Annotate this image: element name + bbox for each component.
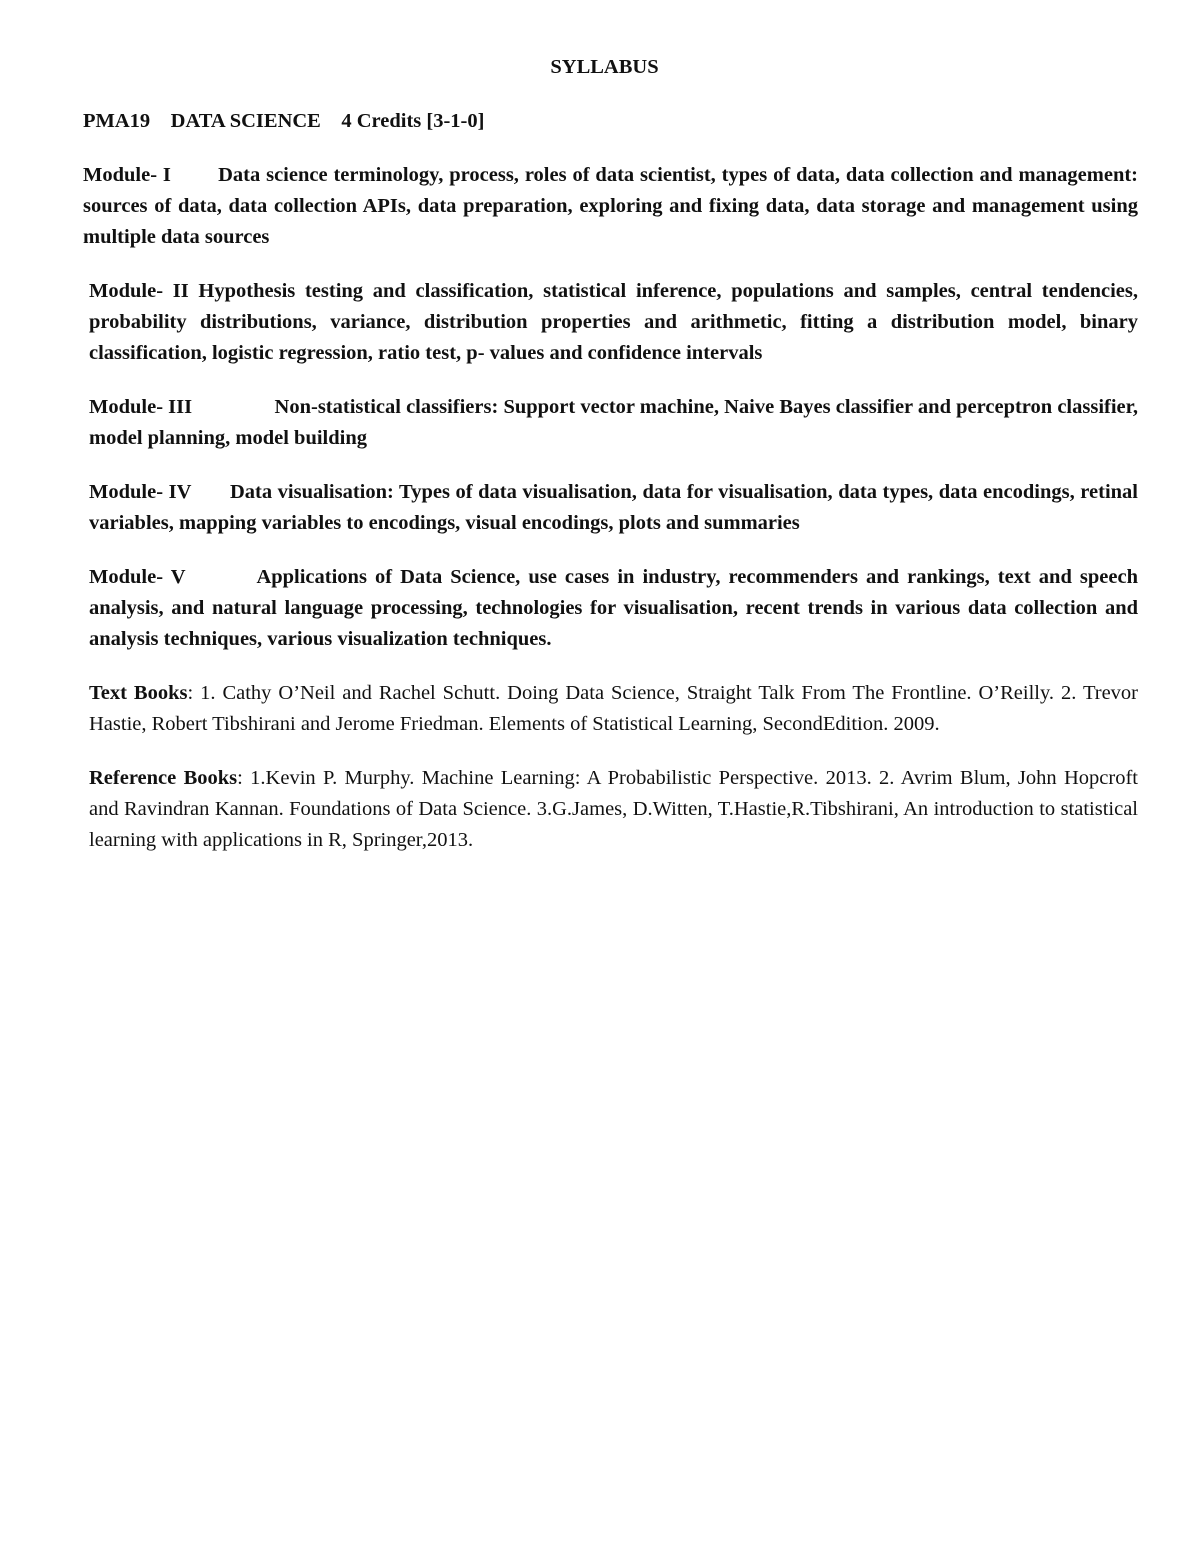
module-3-label: Module- III	[89, 396, 275, 418]
module-1	[83, 160, 1138, 253]
reference-books	[83, 763, 1138, 856]
module-2	[83, 276, 1138, 369]
text-books	[83, 678, 1138, 740]
module-2-label: Module- II	[89, 280, 199, 302]
module-4-content: Data visualisation: Types of data visualisation, data for visualisation, data types, data encodings, retinal variables, mapping variables to encodings, visual encodings, plots and summaries	[89, 481, 1139, 534]
course-heading: PMA19 DATA SCIENCE 4 Credits [3-1-0]	[83, 110, 485, 132]
module-5-content: Applications of Data Science, use cases in industry, recommenders and rankings, text and speech analysis, and natural language processing, technologies for visualisation, recent trends in various data collection and analysis techniques, various visualization techniques.	[89, 566, 1138, 650]
text-books-label: Text Books	[89, 682, 188, 704]
module-4-label: Module- IV	[89, 481, 230, 503]
module-3-content: Non-statistical classifiers: Support vector machine, Naive Bayes classifier and perceptron classifier, model planning, model building	[89, 396, 1138, 449]
module-3	[83, 392, 1138, 454]
module-4	[83, 477, 1138, 539]
module-2-content: Hypothesis testing and classification, statistical inference, populations and samples, central tendencies, probability distributions, variance, distribution properties and arithmetic, fitting a distribution model, binary classification, logistic regression, ratio test, p- values and confidence intervals	[89, 280, 1138, 364]
module-1-content: Data science terminology, process, roles of data scientist, types of data, data collection and management: sources of data, data collection APIs, data preparation, exploring and fixing data, data storage and management using multiple data sources	[83, 164, 1138, 248]
module-1-label: Module- I	[83, 164, 219, 186]
reference-books-label: Reference Books	[89, 767, 238, 789]
module-5	[83, 562, 1138, 655]
module-5-label: Module- V	[89, 566, 257, 588]
text-books-content: : 1. Cathy O’Neil and Rachel Schutt. Doing Data Science, Straight Talk From The Frontline. O’Reilly. 2. Trevor Hastie, Robert Tibshirani and Jerome Friedman. Elements of Statistical Learning, SecondEdition. 2009.	[89, 682, 1138, 735]
reference-books-content: : 1.Kevin P. Murphy. Machine Learning: A Probabilistic Perspective. 2013. 2. Avrim Blum, John Hopcroft and Ravindran Kannan. Foundations of Data Science. 3.G.James, D.Witten, T.Hastie,R.Tibshirani, An introduction to statistical learning with applications in R, Springer,2013.	[89, 767, 1138, 851]
syllabus-page	[83, 52, 1138, 879]
document-title: SYLLABUS	[550, 56, 659, 78]
